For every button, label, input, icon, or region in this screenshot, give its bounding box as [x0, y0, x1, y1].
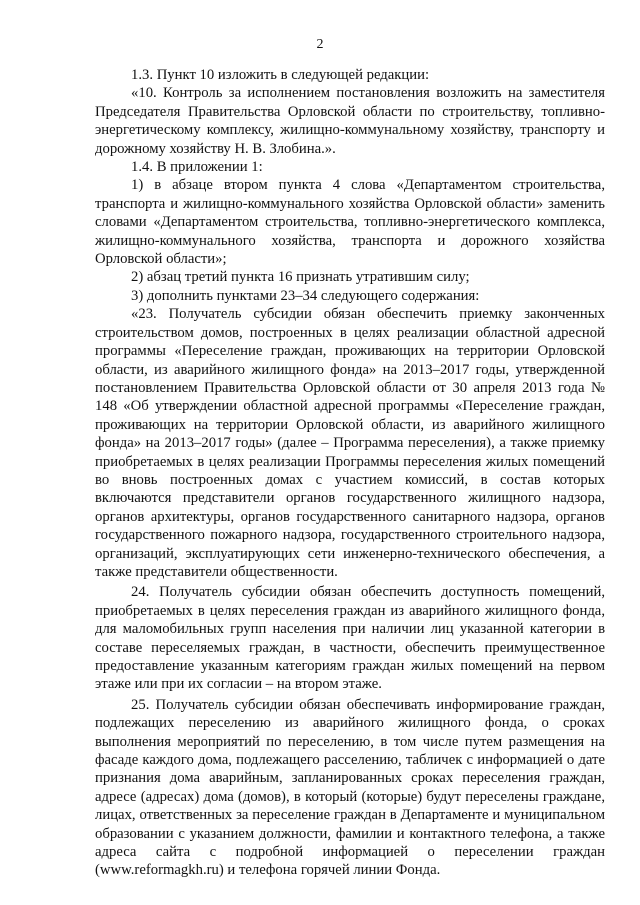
paragraph-clause-25: 25. Получатель субсидии обязан обеспечивать информирование граждан, подлежащих переселению из аварийного жилищного фонда, о сроках выполнения мероприятий по переселению, в том числе путем размещения на фасаде каждого дома, подлежащего расселению, табличек с информацией о дате признания дома аварийным, запланированных сроках переселения граждан, адресе (адресах) дома (домов), в который (которые) будут переселены граждане, лицах, ответственных за переселение граждан в Департаменте и муниципальном образовании с указанием должности, фамилии и контактного телефона, а также адреса сайта с подробной информацией о переселении граждан (www.reformagkh.ru) и телефона горячей линии Фонда.	[95, 696, 605, 879]
paragraph-clause-24: 24. Получатель субсидии обязан обеспечить доступность помещений, приобретаемых в целях переселения граждан из аварийного жилищного фонда, для маломобильных групп населения при наличии лиц указанной категории в составе переселяемых граждан, в частности, обеспечить преимущественное предоставление указанным категориям граждан жилых помещений на первом этаже или при их согласии – на втором этаже.	[95, 584, 605, 693]
paragraph-item-2: 2) абзац третий пункта 16 признать утратившим силу;	[131, 269, 470, 286]
paragraph-1-3: 1.3. Пункт 10 изложить в следующей редакции:	[131, 67, 430, 83]
document-body	[95, 66, 605, 880]
paragraph-item-3: 3) дополнить пунктами 23–34 следующего содержания:	[131, 287, 480, 304]
paragraph-1-4: 1.4. В приложении 1:	[131, 159, 263, 176]
paragraph-clause-23: «23. Получатель субсидии обязан обеспечить приемку законченных строительством домов, построенных в целях реализации областной адресной программы «Переселение граждан, проживающих на территории Орловской области, из аварийного жилищного фонда» на 2013–2017 годы, утвержденной постановлением Правительства Орловской области от 30 апреля 2013 года № 148 «Об утверждении областной адресной программы «Переселение граждан, проживающих на территории Орловской области, из аварийного жилищного фонда» на 2013–2017 годы» (далее – Программа переселения), а также приемку приобретаемых в целях реализации Программы переселения жилых помещений во вновь построенных домах с участием комиссий, в состав которых включаются представители органов государственного жилищного надзора, органов архитектуры, органов государственного санитарного надзора, органов государственного пожарного надзора, государственного строительного надзора, организаций, эксплуатирующих сети инженерно-технического обеспечения, а также представители общественности.	[95, 306, 605, 580]
page-number: 2	[316, 37, 324, 52]
paragraph-item-1: 1) в абзаце втором пункта 4 слова «Департаментом строительства, транспорта и жилищно-коммунального хозяйства Орловской области» заменить словами «Департаментом строительства, топливно-энергетического комплекса, жилищно-коммунального хозяйства, транспорта и дорожного хозяйства Орловской области»;	[95, 177, 605, 268]
paragraph-clause-10: «10. Контроль за исполнением постановления возложить на заместителя Председателя Правительства Орловской области по строительству, топливно-энергетическому комплексу, жилищно-коммунальному хозяйству, транспорту и дорожному хозяйству Н. В. Злобина.».	[95, 85, 605, 157]
